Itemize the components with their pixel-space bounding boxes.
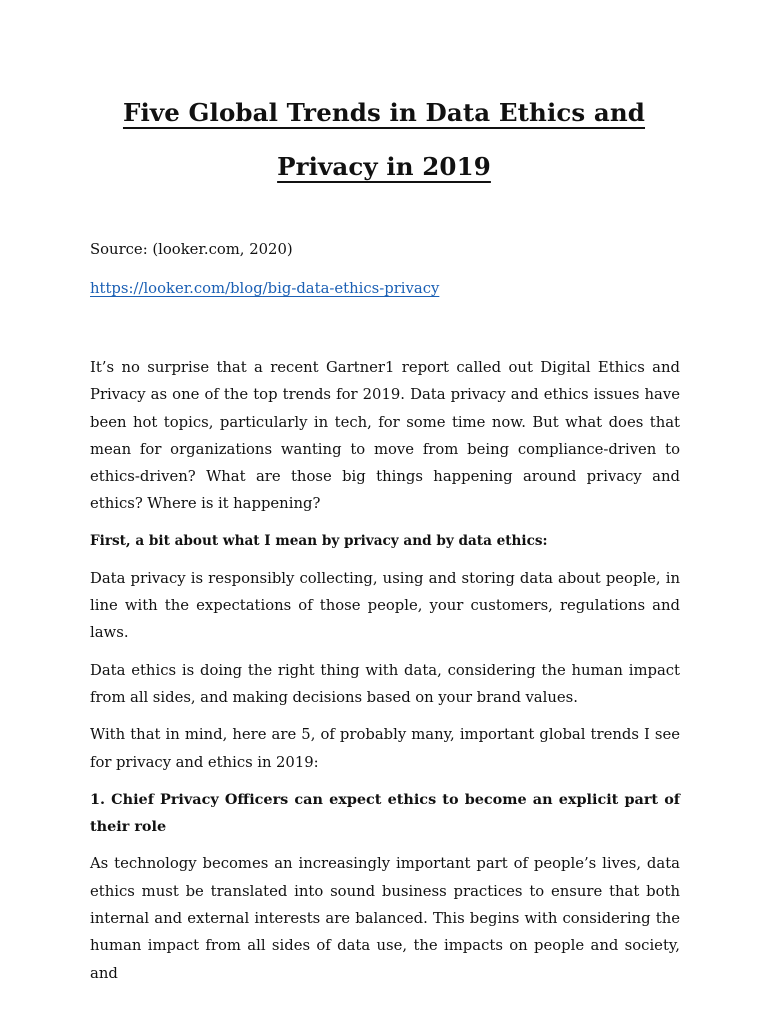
ethics-definition-paragraph: Data ethics is doing the right thing with data, considering the human impact from all sides, and making decisions based on your brand values. — [90, 661, 680, 706]
trend-1-body-paragraph: As technology becomes an increasingly important part of people’s lives, data ethics must be translated into sound business practices to ensure that both internal and external interests are balanced. This begins with considering the human impact from all sides of data use, the impacts on people and society, and — [90, 855, 680, 982]
source-link[interactable]: https://looker.com/blog/big-data-ethics-privacy — [90, 280, 440, 297]
document-body — [90, 236, 680, 987]
intro-paragraph: It’s no surprise that a recent Gartner1 report called out Digital Ethics and Privacy as one of the top trends for 2019. Data privacy and ethics issues have been hot topics, particularly in tech, for some time now. But what does that mean for organizations wanting to move from being compliance-driven to ethics-driven? What are those big things happening around privacy and ethics? Where is it happening? — [90, 359, 680, 513]
definitions-heading: First, a bit about what I mean by privacy and by data ethics: — [90, 532, 548, 549]
trends-intro-paragraph: With that in mind, here are 5, of probably many, important global trends I see for privacy and ethics in 2019: — [90, 726, 680, 771]
title-line-2: Privacy in 2019 — [277, 152, 491, 181]
title-line-1: Five Global Trends in Data Ethics and — [122, 98, 646, 127]
trend-1-heading: 1. Chief Privacy Officers can expect ethics to become an explicit part of their role — [90, 790, 680, 836]
source-citation: Source: (looker.com, 2020) — [90, 241, 293, 258]
document-title — [60, 86, 708, 194]
privacy-definition-paragraph: Data privacy is responsibly collecting, using and storing data about people, in line with the expectations of those people, your customers, regulations and laws. — [90, 569, 680, 642]
